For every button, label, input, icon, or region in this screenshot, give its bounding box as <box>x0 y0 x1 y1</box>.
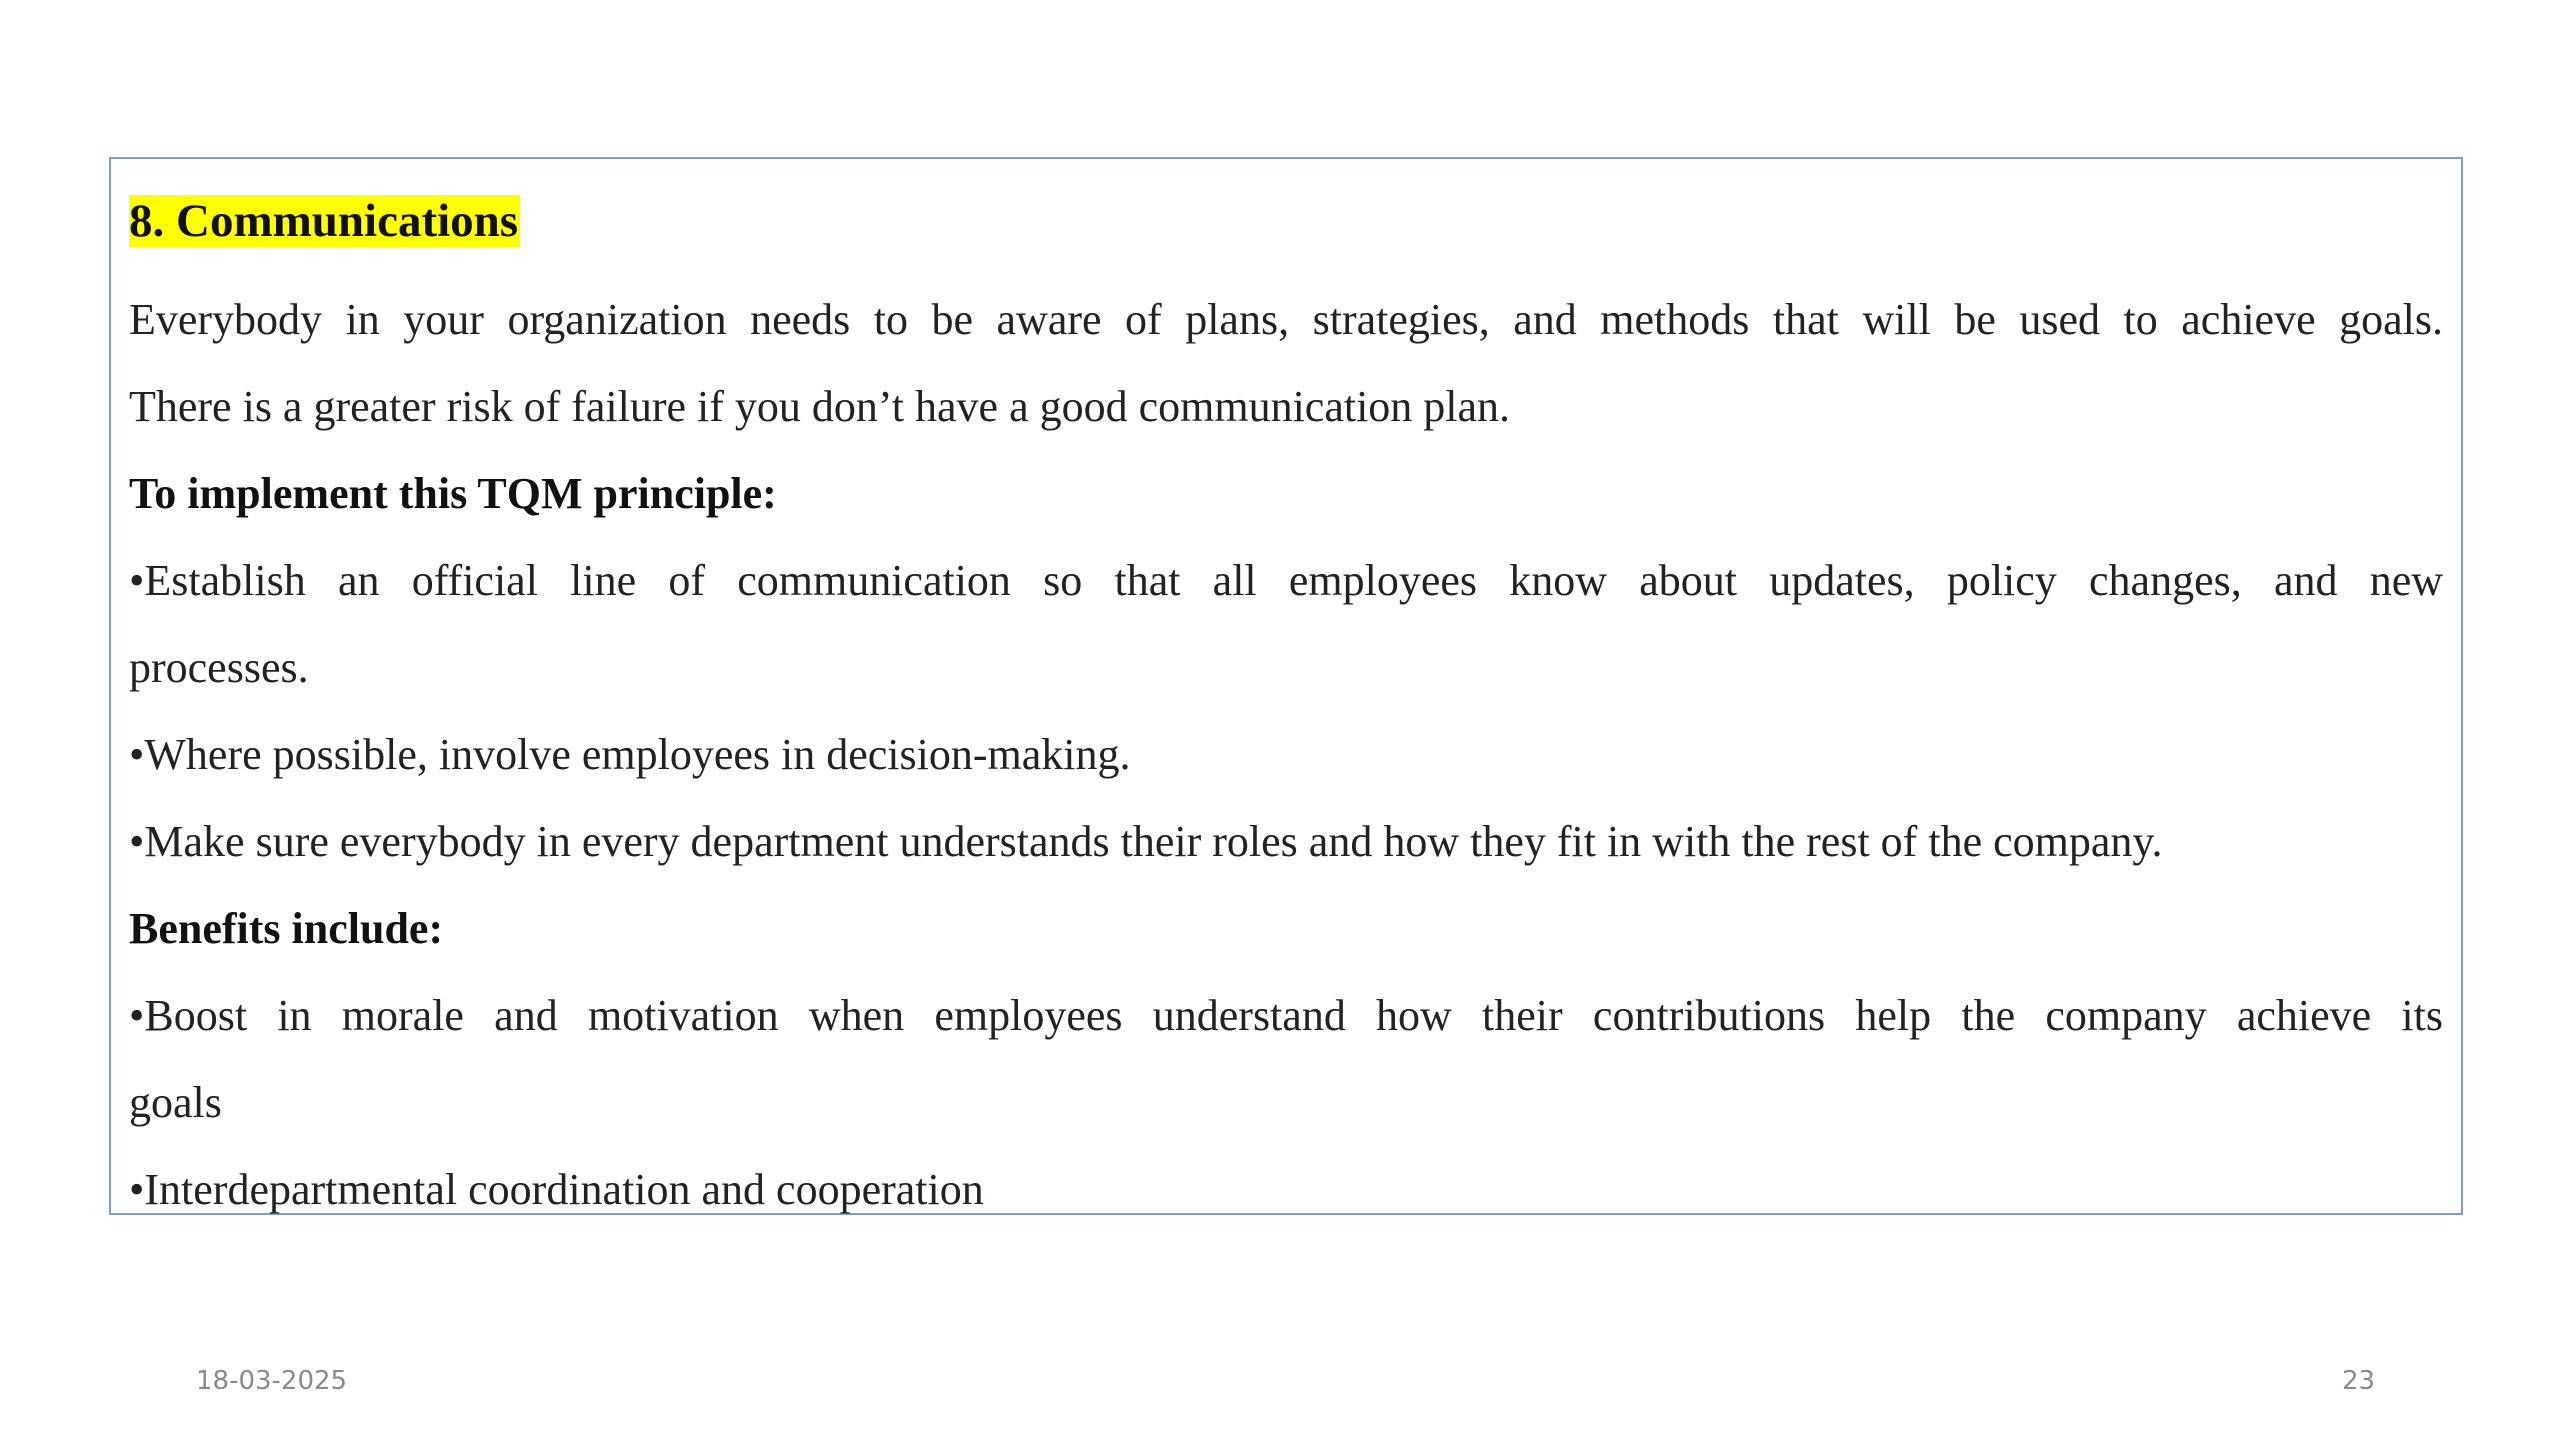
benefit-point-2: •Interdepartmental coordination and cooperation <box>129 1165 984 1214</box>
implement-point-1-line-1: •Establish an official line of communication so that all employees know about updates, policy changes, and new <box>129 556 2443 605</box>
footer-date: 18-03-2025 <box>196 1366 348 1396</box>
benefit-point-1-line-1: •Boost in morale and motivation when employees understand how their contributions help the company achieve its <box>129 991 2443 1040</box>
section-heading <box>129 189 2443 253</box>
implement-point-1-line-2: processes. <box>129 643 309 692</box>
implement-point-2: •Where possible, involve employees in decision-making. <box>129 730 1131 779</box>
paragraph-line-2: There is a greater risk of failure if you don’t have a good communication plan. <box>129 382 1511 431</box>
benefits-heading: Benefits include: <box>129 904 444 953</box>
content-text-box <box>109 157 2463 1215</box>
benefit-point-1-line-2: goals <box>129 1078 222 1127</box>
highlighted-heading-text: 8. Communications <box>129 195 519 247</box>
paragraph-line-1: Everybody in your organization needs to be aware of plans, strategies, and methods that will be used to achieve goals. <box>129 295 2443 344</box>
implement-heading: To implement this TQM principle: <box>129 469 777 518</box>
implement-point-3: •Make sure everybody in every department understands their roles and how they fit in with the rest of the company. <box>129 817 2163 866</box>
footer-page-number: 23 <box>2342 1366 2376 1396</box>
